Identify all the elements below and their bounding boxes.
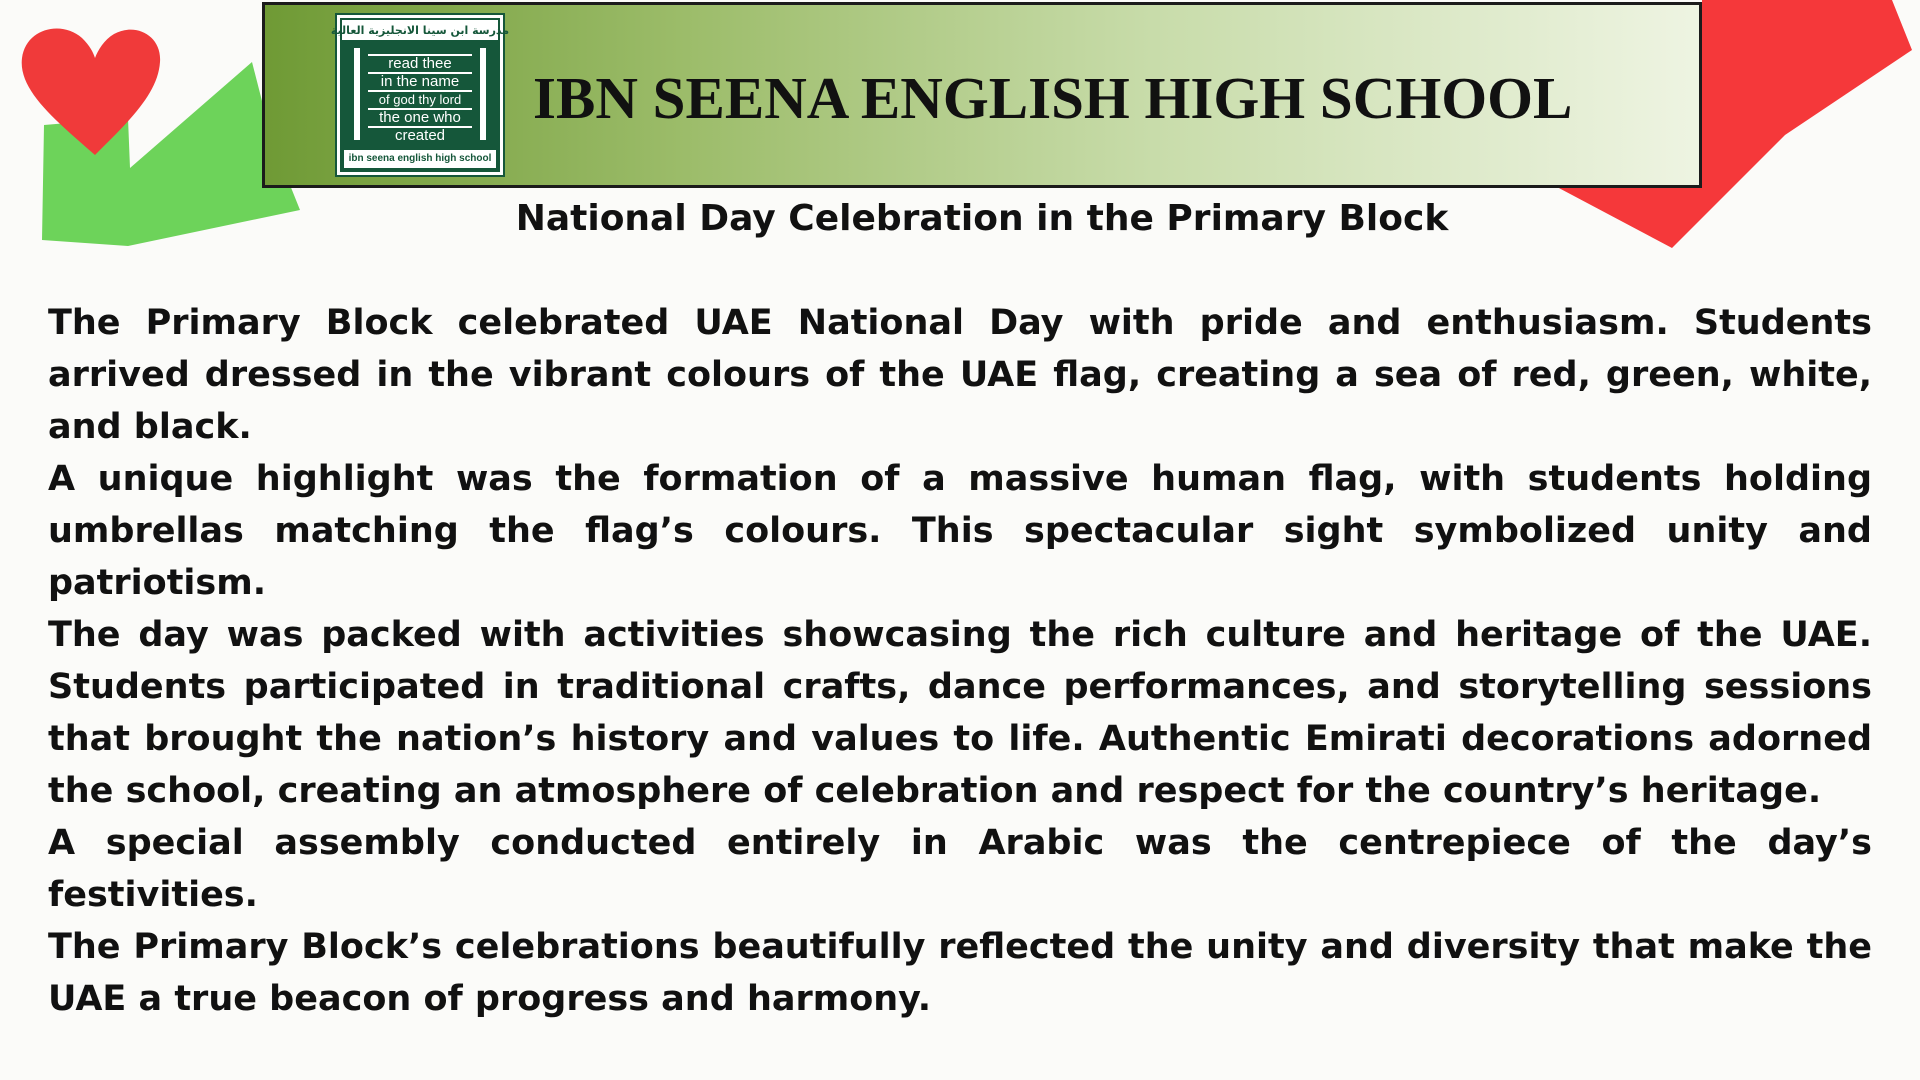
header-banner	[262, 2, 1702, 188]
article-body	[48, 297, 1872, 1025]
paragraph: A special assembly conducted entirely in Arabic was the centrepiece of the day’s festivities.	[48, 823, 1872, 915]
logo-line-3: of god thy lord	[378, 92, 462, 107]
logo-line-2: in the name	[380, 73, 460, 90]
logo-line-4: the one who	[379, 109, 461, 126]
logo-caption: ibn seena english high school	[344, 150, 496, 168]
school-logo	[330, 15, 510, 175]
school-name: IBN SEENA ENGLISH HIGH SCHOOL	[533, 65, 1573, 131]
paragraph: The Primary Block celebrated UAE National Day with pride and enthusiasm. Students arrived dressed in the vibrant colours of the UAE flag, creating a sea of red, green, white, and black.	[48, 303, 1872, 447]
paragraph: The Primary Block’s celebrations beautifully reflected the unity and diversity that make the UAE a true beacon of progress and harmony.	[48, 927, 1872, 1019]
heart-icon	[22, 28, 160, 155]
article-title: National Day Celebration in the Primary Block	[515, 198, 1449, 239]
logo-line-1: read thee	[388, 55, 452, 72]
logo-line-5: created	[394, 127, 446, 144]
paragraph: A unique highlight was the formation of a massive human flag, with students holding umbrellas matching the flag’s colours. This spectacular sight symbolized unity and patriotism.	[48, 459, 1872, 603]
paragraph: The day was packed with activities showcasing the rich culture and heritage of the UAE. Students participated in traditional crafts, dance performances, and storytelling sessions that brought the nation’s history and values to life. Authentic Emirati decorations adorned the school, creating an atmosphere of celebration and respect for the country’s heritage.	[48, 615, 1872, 811]
logo-arabic-text: مدرسة ابن سينا الانجليزية العالية	[330, 24, 510, 37]
